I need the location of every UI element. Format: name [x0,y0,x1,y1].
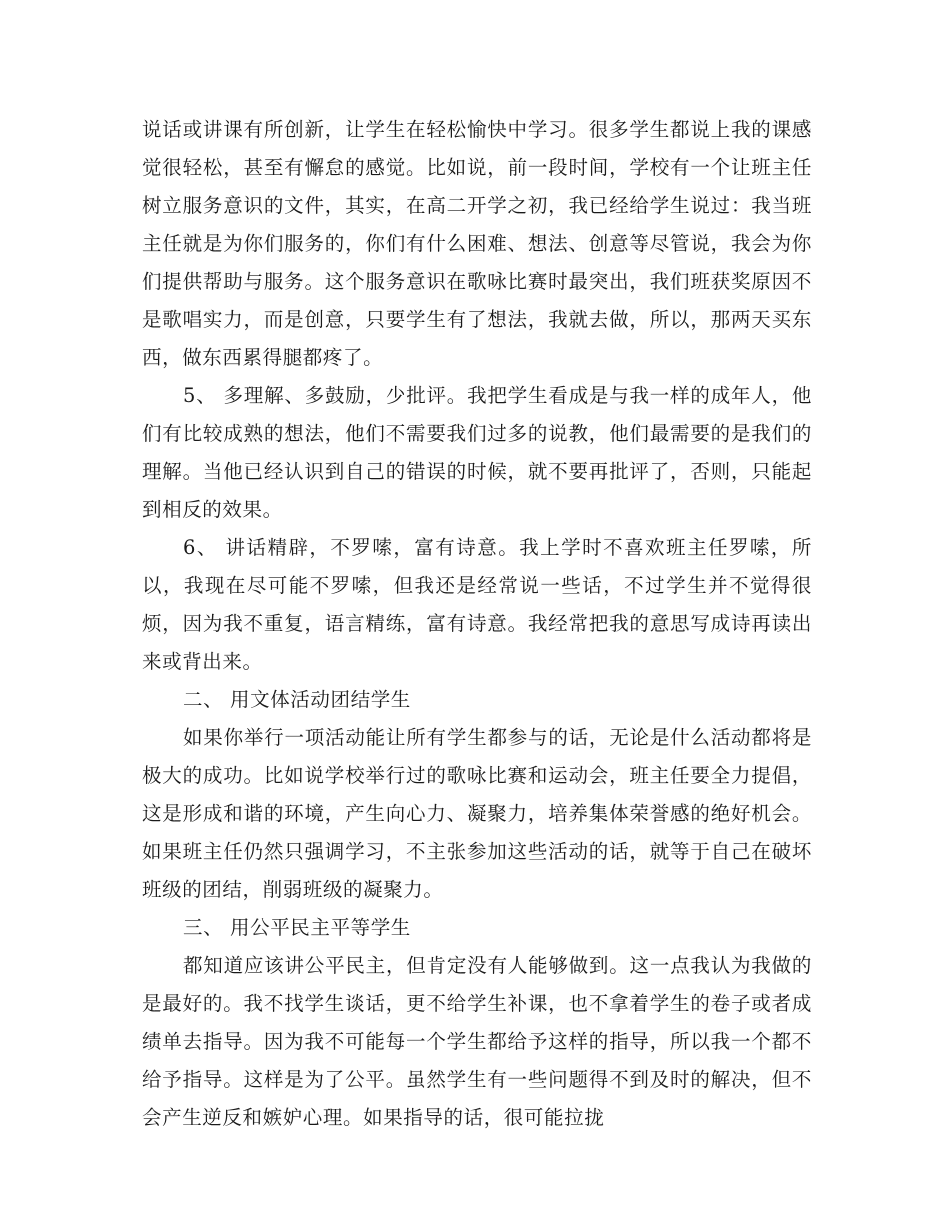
paragraph-activities: 如果你举行一项活动能让所有学生都参与的话，无论是什么活动都将是极大的成功。比如说学校举行过的歌咏比赛和运动会，班主任要全力提倡，这是形成和谐的环境，产生向心力、凝聚力，培养集体荣誉感的绝好机会。如果班主任仍然只强调学习，不主张参加这些活动的话，就等于自己在破坏班级的团结，削弱班级的凝聚力。 [142,726,812,901]
section-heading-2: 二、 用文体活动团结学生 [183,688,411,711]
paragraph-service-awareness: 说话或讲课有所创新，让学生在轻松愉快中学习。很多学生都说上我的课感觉很轻松，甚至有懈怠的感觉。比如说，前一段时间，学校有一个让班主任树立服务意识的文件，其实，在高二开学之初，我已经给学生说过：我当班主任就是为你们服务的，你们有什么困难、想法、创意等尽管说，我会为你们提供帮助与服务。这个服务意识在歌咏比赛时最突出，我们班获奖原因不是歌唱实力，而是创意，只要学生有了想法，我就去做，所以，那两天买东西，做东西累得腿都疼了。 [142,118,812,369]
paragraph-item-5: 5、 多理解、多鼓励，少批评。我把学生看成是与我一样的成年人，他们有比较成熟的想法，他们不需要我们过多的说教，他们最需要的是我们的理解。当他已经认识到自己的错误的时候，就不要再批评了，否则，只能起到相反的效果。 [142,384,812,521]
paragraph-item-6: 6、 讲话精辟，不罗嗦，富有诗意。我上学时不喜欢班主任罗嗦，所以，我现在尽可能不罗嗦，但我还是经常说一些话，不过学生并不觉得很烦，因为我不重复，语言精练，富有诗意。我经常把我的意思写成诗再读出来或背出来。 [142,536,812,673]
paragraph-fairness: 都知道应该讲公平民主，但肯定没有人能够做到。这一点我认为我做的是最好的。我不找学生谈话，更不给学生补课，也不拿着学生的卷子或者成绩单去指导。因为我不可能每一个学生都给予这样的指导，所以我一个都不给予指导。这样是为了公平。虽然学生有一些问题得不到及时的解决，但不会产生逆反和嫉妒心理。如果指导的话，很可能拉拢 [142,954,812,1129]
section-heading-3: 三、 用公平民主平等学生 [183,916,411,939]
document-body [142,111,812,1137]
